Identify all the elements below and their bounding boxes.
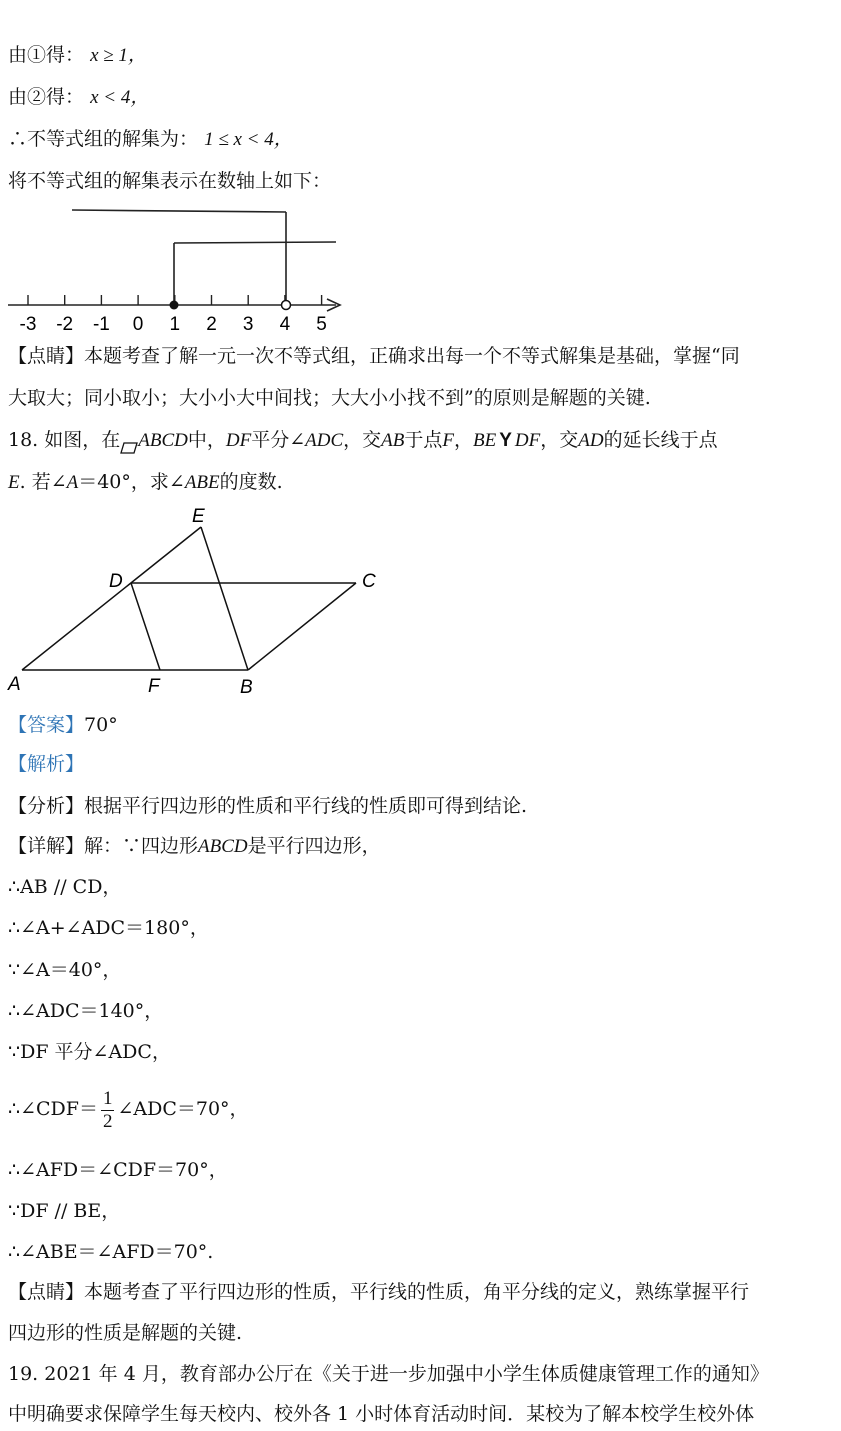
- tick-label--3: -3: [19, 314, 37, 335]
- q19-line-2: 中明确要求保障学生每天校内、校外各 1 小时体育活动时间．某校为了解本校学生校外体: [8, 1403, 755, 1425]
- segment-BE: [201, 527, 248, 670]
- parallelogram-figure: [0, 500, 400, 705]
- label-C: C: [362, 571, 376, 592]
- math-x-ge-1: x ≥ 1，: [90, 45, 147, 66]
- solution-bracket-upper: [174, 242, 336, 243]
- q17-comment-line-1: 【点睛】本题考查了解一元一次不等式组，正确求出每一个不等式解集是基础，掌握“同: [8, 345, 740, 367]
- solution-bracket-lower: [72, 210, 286, 212]
- tick-label--1: -1: [92, 314, 110, 335]
- q17-comment-line-2: 大取大；同小取小；大小小大中间找；大大小小找不到”的原则是解题的关键.: [8, 387, 651, 409]
- q19-line-1: 19. 2021 年 4 月，教育部办公厅在《关于进一步加强中小学生体质健康管理工作的通知》: [8, 1363, 769, 1385]
- label-A: A: [8, 674, 21, 695]
- q18-comment-line-2: 四边形的性质是解题的关键.: [8, 1322, 243, 1344]
- number-line-figure: [0, 200, 360, 340]
- parallelogram-icon: [120, 435, 138, 447]
- number-line-intro: 将不等式组的解集表示在数轴上如下：: [8, 170, 332, 192]
- q18-prompt-line-1: 18. 如图，在 ABCD中，DF平分∠ADC，交AB于点F，BE Y DF，交AD的延长线于点: [8, 429, 718, 451]
- label-D: D: [109, 571, 123, 592]
- tick-label-5: 5: [316, 314, 327, 335]
- tick-label-0: 0: [132, 314, 144, 335]
- answer-value: 70°: [84, 714, 118, 736]
- open-point-4: [282, 301, 291, 310]
- step-5: ∵DF 平分∠ADC，: [8, 1041, 171, 1063]
- step-6: ∴∠CDF＝ $\frac{1}{2}$ ∠ADC＝70°，: [8, 1087, 249, 1132]
- segment-DF: [131, 583, 160, 670]
- tick-label--2: -2: [56, 314, 74, 335]
- tick-label-1: 1: [169, 314, 181, 335]
- parallel-symbol: Y: [499, 430, 512, 451]
- step-4: ∴∠ADC＝140°，: [8, 1000, 164, 1022]
- math-solution-set: 1 ≤ x < 4，: [204, 129, 293, 150]
- label-B: B: [240, 677, 253, 698]
- closed-point-1: [170, 301, 179, 310]
- solution-line-2: 由②得： x < 4，: [8, 86, 150, 108]
- solution-line-1: 由①得： x ≥ 1，: [8, 44, 147, 66]
- step-7: ∴∠AFD＝∠CDF＝70°，: [8, 1159, 228, 1181]
- tick-label-3: 3: [242, 314, 254, 335]
- label-F: F: [148, 676, 160, 697]
- fenxi-line: 【分析】根据平行四边形的性质和平行线的性质即可得到结论.: [8, 795, 528, 817]
- tick-label-2: 2: [206, 314, 217, 335]
- q18-prompt-line-2: E. 若∠A＝40°，求∠ABE的度数.: [8, 471, 283, 493]
- step-9: ∴∠ABE＝∠AFD＝70°.: [8, 1241, 214, 1263]
- analysis-tag: 【解析】: [8, 753, 85, 775]
- step-2: ∴∠A+∠ADC＝180°，: [8, 917, 209, 939]
- solution-line-3: ∴不等式组的解集为： 1 ≤ x < 4，: [8, 128, 293, 150]
- step-8: ∵DF // BE，: [8, 1200, 121, 1222]
- segment-BC: [248, 583, 356, 670]
- segment-AE: [22, 527, 201, 670]
- tick-label-4: 4: [279, 314, 291, 335]
- fraction-one-half: $\frac{1}{2}$: [102, 1087, 113, 1132]
- label-E: E: [192, 506, 205, 527]
- q18-comment-line-1: 【点睛】本题考查了平行四边形的性质，平行线的性质，角平分线的定义，熟练掌握平行: [8, 1281, 750, 1303]
- step-1: ∴AB // CD，: [8, 876, 122, 898]
- answer-tag: 【答案】: [8, 714, 85, 736]
- detail-line: 【详解】解：∵四边形ABCD是平行四边形，: [8, 835, 381, 857]
- math-x-lt-4: x < 4，: [90, 87, 150, 108]
- answer-line: [8, 712, 118, 738]
- step-3: ∵∠A＝40°，: [8, 959, 122, 981]
